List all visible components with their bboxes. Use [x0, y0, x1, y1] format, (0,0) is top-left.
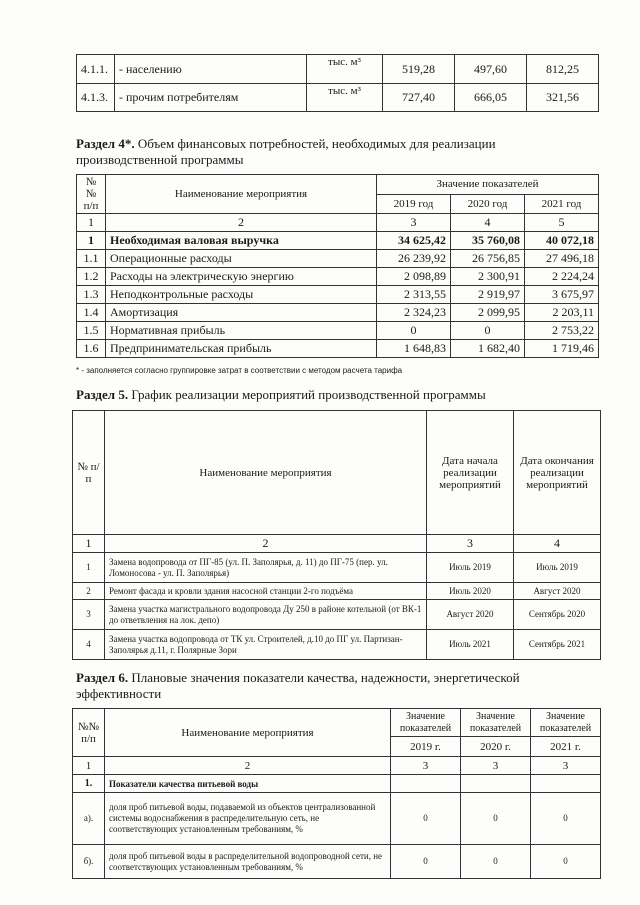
row-name: Неподконтрольные расходы — [106, 286, 377, 304]
row-name: Предпринимательская прибыль — [106, 340, 377, 358]
table-header-row — [77, 175, 599, 195]
index-cell: 1 — [73, 535, 105, 553]
row-name: Замена водопровода от ПГ-85 (ул. П. Заполярья, д. 11) до ПГ-75 (пер. ул. Ломоносова - ул. П. Заполярья) — [105, 553, 427, 583]
index-cell: 4 — [451, 214, 525, 232]
row-value-1: 2 313,55 — [377, 286, 451, 304]
row-number: 3 — [73, 600, 105, 630]
section6-title — [76, 670, 566, 702]
section4-table — [76, 174, 599, 358]
index-row — [73, 757, 601, 775]
row-number: 1.3 — [77, 286, 106, 304]
table-header-row — [73, 411, 601, 535]
row-value-1: 0 — [391, 793, 461, 845]
row-value-1: 34 625,42 — [377, 232, 451, 250]
row-value-2: 0 — [451, 322, 525, 340]
row-number: 1.5 — [77, 322, 106, 340]
col-start-header: Дата начала реализации мероприятий — [427, 411, 514, 535]
table-row — [73, 600, 601, 630]
col-name-header: Наименование мероприятия — [106, 175, 377, 214]
table-row — [73, 553, 601, 583]
index-cell: 1 — [77, 214, 106, 232]
row-value-3: 2 753,22 — [525, 322, 599, 340]
row-value-3: 2 224,24 — [525, 268, 599, 286]
table-row — [77, 232, 599, 250]
col-values-header: Значение показателей — [377, 175, 599, 195]
table-row — [73, 845, 601, 879]
col-value-header: Значение показателей — [461, 709, 531, 737]
index-cell: 3 — [427, 535, 514, 553]
row-value-1: 519,28 — [383, 55, 455, 84]
table-header-row — [73, 709, 601, 737]
section6-table — [72, 708, 601, 879]
row-value-3: 1 719,46 — [525, 340, 599, 358]
row-value-1: 0 — [377, 322, 451, 340]
year-header: 2021 год — [525, 194, 599, 214]
index-cell: 3 — [391, 757, 461, 775]
col-end-header: Дата окончания реализации мероприятий — [514, 411, 601, 535]
year-header: 2019 г. — [391, 737, 461, 757]
section5-title-text: График реализации мероприятий производственной программы — [128, 387, 486, 402]
table-row — [77, 250, 599, 268]
row-value-3: 40 072,18 — [525, 232, 599, 250]
row-number: 4.1.1. — [77, 55, 115, 84]
row-value-2: 35 760,08 — [451, 232, 525, 250]
row-value-2: 2 300,91 — [451, 268, 525, 286]
row-value-3: 0 — [531, 793, 601, 845]
col-num-header: № п/п — [73, 411, 105, 535]
row-name: Ремонт фасада и кровли здания насосной станции 2-го подъёма — [105, 583, 427, 600]
index-cell: 2 — [105, 757, 391, 775]
row-value-3: 321,56 — [527, 84, 599, 112]
index-cell: 4 — [514, 535, 601, 553]
index-cell: 1 — [73, 757, 105, 775]
row-value-1: 2 324,23 — [377, 304, 451, 322]
row-start: Август 2020 — [427, 600, 514, 630]
row-number: 4.1.3. — [77, 84, 115, 112]
row-number: 1.4 — [77, 304, 106, 322]
year-header: 2020 г. — [461, 737, 531, 757]
table-row — [77, 322, 599, 340]
col-name-header: Наименование мероприятия — [105, 411, 427, 535]
row-value-1: 2 098,89 — [377, 268, 451, 286]
row-name: Расходы на электрическую энергию — [106, 268, 377, 286]
row-start: Июль 2020 — [427, 583, 514, 600]
index-cell: 3 — [531, 757, 601, 775]
row-unit: тыс. м³ — [307, 55, 383, 84]
index-cell: 3 — [461, 757, 531, 775]
section4-footnote: * - заполняется согласно группировке затрат в соответствии с методом расчета тарифа — [76, 366, 403, 375]
section5-title-bold: Раздел 5. — [76, 387, 129, 402]
section4-title — [76, 136, 576, 168]
section4-title-text: Объем финансовых потребностей, необходимых для реализации производственной программы — [76, 136, 496, 167]
row-number: 1 — [73, 553, 105, 583]
table-row — [77, 286, 599, 304]
index-row — [73, 535, 601, 553]
row-value-2: 2 099,95 — [451, 304, 525, 322]
col-value-header: Значение показателей — [531, 709, 601, 737]
row-name: Нормативная прибыль — [106, 322, 377, 340]
row-name: - прочим потребителям — [115, 84, 307, 112]
row-name: Замена участка водопровода от ТК ул. Строителей, д.10 до ПГ ул. Партизан-Заполярья д.11, г. Полярные Зори — [105, 630, 427, 660]
row-value-3: 2 203,11 — [525, 304, 599, 322]
col-name-header: Наименование мероприятия — [105, 709, 391, 757]
row-name: Необходимая валовая выручка — [106, 232, 377, 250]
row-value-2: 666,05 — [455, 84, 527, 112]
row-number: 1.1 — [77, 250, 106, 268]
section6-title-text: Плановые значения показатели качества, надежности, энергетической эффективности — [76, 670, 520, 701]
table-row — [77, 55, 599, 84]
row-end: Сентябрь 2021 — [514, 630, 601, 660]
table-row — [73, 583, 601, 600]
row-value-1: 26 239,92 — [377, 250, 451, 268]
row-number: 1.2 — [77, 268, 106, 286]
row-number: б). — [73, 845, 105, 879]
index-cell: 2 — [105, 535, 427, 553]
row-start: Июль 2019 — [427, 553, 514, 583]
col-value-header: Значение показателей — [391, 709, 461, 737]
index-cell: 3 — [377, 214, 451, 232]
row-value-1: 0 — [391, 845, 461, 879]
row-value-2: 497,60 — [455, 55, 527, 84]
group-name: Показатели качества питьевой воды — [105, 775, 391, 793]
row-unit: тыс. м³ — [307, 84, 383, 112]
col-num-header: №№ п/п — [77, 175, 106, 214]
top-table — [76, 54, 599, 112]
row-name: доля проб питьевой воды в распределительной водопроводной сети, не соответствующих установленным требованиям, % — [105, 845, 391, 879]
row-number: 1 — [77, 232, 106, 250]
table-row — [77, 84, 599, 112]
index-cell: 2 — [106, 214, 377, 232]
row-name: Амортизация — [106, 304, 377, 322]
year-header: 2019 год — [377, 194, 451, 214]
table-row — [77, 268, 599, 286]
row-value-2: 26 756,85 — [451, 250, 525, 268]
year-header: 2020 год — [451, 194, 525, 214]
row-end: Август 2020 — [514, 583, 601, 600]
row-number: а). — [73, 793, 105, 845]
row-value-2: 1 682,40 — [451, 340, 525, 358]
row-value-1: 727,40 — [383, 84, 455, 112]
table-row — [73, 630, 601, 660]
row-start: Июль 2021 — [427, 630, 514, 660]
section5-table — [72, 410, 601, 660]
table-row — [77, 340, 599, 358]
index-cell: 5 — [525, 214, 599, 232]
row-value-2: 0 — [461, 793, 531, 845]
row-end: Сентябрь 2020 — [514, 600, 601, 630]
row-number: 2 — [73, 583, 105, 600]
row-value-3: 27 496,18 — [525, 250, 599, 268]
row-value-2: 2 919,97 — [451, 286, 525, 304]
row-number: 4 — [73, 630, 105, 660]
row-name: Операционные расходы — [106, 250, 377, 268]
table-row — [73, 775, 601, 793]
year-header: 2021 г. — [531, 737, 601, 757]
table-row — [77, 304, 599, 322]
table-row — [73, 793, 601, 845]
index-row — [77, 214, 599, 232]
row-value-3: 812,25 — [527, 55, 599, 84]
row-end: Июль 2019 — [514, 553, 601, 583]
row-value-3: 0 — [531, 845, 601, 879]
row-name: - населению — [115, 55, 307, 84]
section5-title — [76, 387, 596, 403]
col-num-header: №№ п/п — [73, 709, 105, 757]
row-value-2: 0 — [461, 845, 531, 879]
row-name: Замена участка магистрального водопровода Ду 250 в районе котельной (от ВК-1 до ответвления на лок. депо) — [105, 600, 427, 630]
group-number: 1. — [73, 775, 105, 793]
row-value-1: 1 648,83 — [377, 340, 451, 358]
row-number: 1.6 — [77, 340, 106, 358]
section6-title-bold: Раздел 6. — [76, 670, 129, 685]
row-name: доля проб питьевой воды, подаваемой из объектов централизованной системы водоснабжения в распределительную сеть, не соответствующих установленным требованиям, % — [105, 793, 391, 845]
row-value-3: 3 675,97 — [525, 286, 599, 304]
section4-title-bold: Раздел 4*. — [76, 136, 135, 151]
